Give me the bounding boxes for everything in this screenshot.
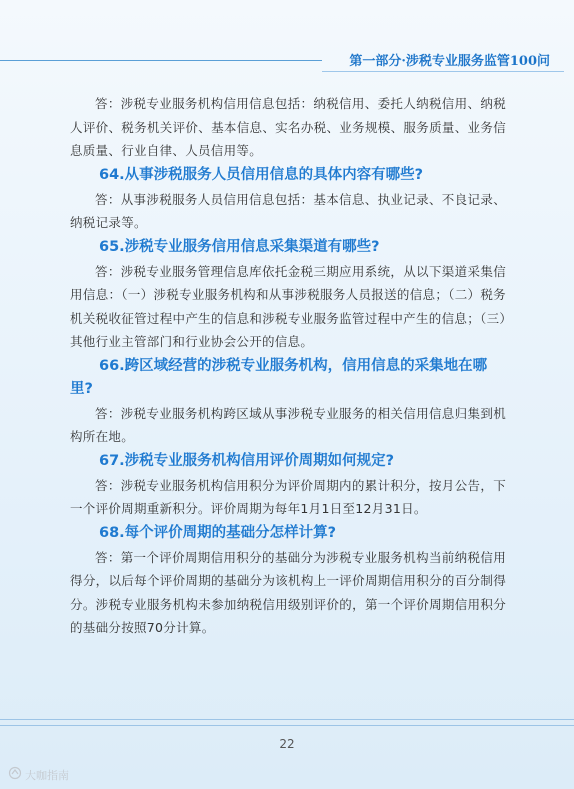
watermark-text: 大咖指南 xyxy=(25,768,69,782)
header-rule xyxy=(0,60,322,61)
question-66: 66.跨区域经营的涉税专业服务机构，信用信息的采集地在哪里? xyxy=(70,357,488,397)
answer-64: 答：从事涉税服务人员信用信息包括：基本信息、执业记录、不良记录、纳税记录等。 xyxy=(70,191,506,230)
footer-rule-bottom xyxy=(0,725,574,726)
question-65: 65.涉税专业服务信用信息采集渠道有哪些? xyxy=(99,238,380,255)
page-content xyxy=(70,92,506,640)
watermark xyxy=(8,766,69,783)
question-64: 64.从事涉税服务人员信用信息的具体内容有哪些? xyxy=(99,166,424,183)
page-number: 22 xyxy=(279,737,295,751)
question-68: 68.每个评价周期的基础分怎样计算? xyxy=(99,524,337,541)
answer-67: 答：涉税专业服务机构信用积分为评价周期内的累计积分，按月公告，下一个评价周期重新积分。评价周期为每年1月1日至12月31日。 xyxy=(70,477,506,516)
footer-rule-top xyxy=(0,719,574,720)
answer-68: 答：第一个评价周期信用积分的基础分为涉税专业服务机构当前纳税信用得分，以后每个评价周期的基础分为该机构上一评价周期信用积分的百分制得分。涉税专业服务机构未参加纳税信用级别评价的，第一个评价周期信用积分的基础分按照70分计算。 xyxy=(70,549,506,635)
answer-65: 答：涉税专业服务管理信息库依托金税三期应用系统，从以下渠道采集信用信息：（一）涉税专业服务机构和从事涉税服务人员报送的信息；（二）税务机关税收征管过程中产生的信息和涉税专业服务监管过程中产生的信息；（三）其他行业主管部门和行业协会公开的信息。 xyxy=(70,263,506,349)
question-67: 67.涉税专业服务机构信用评价周期如何规定? xyxy=(99,452,395,469)
watermark-logo-icon xyxy=(8,766,22,783)
header-underline xyxy=(322,71,564,72)
header-title: 第一部分·涉税专业服务监管100问 xyxy=(349,54,550,69)
answer-66: 答：涉税专业服务机构跨区域从事涉税专业服务的相关信用信息归集到机构所在地。 xyxy=(70,405,506,444)
page-header xyxy=(0,50,574,72)
answer-63: 答：涉税专业服务机构信用信息包括：纳税信用、委托人纳税信用、纳税人评价、税务机关评价、基本信息、实名办税、业务规模、服务质量、业务信息质量、行业自律、人员信用等。 xyxy=(70,96,506,158)
